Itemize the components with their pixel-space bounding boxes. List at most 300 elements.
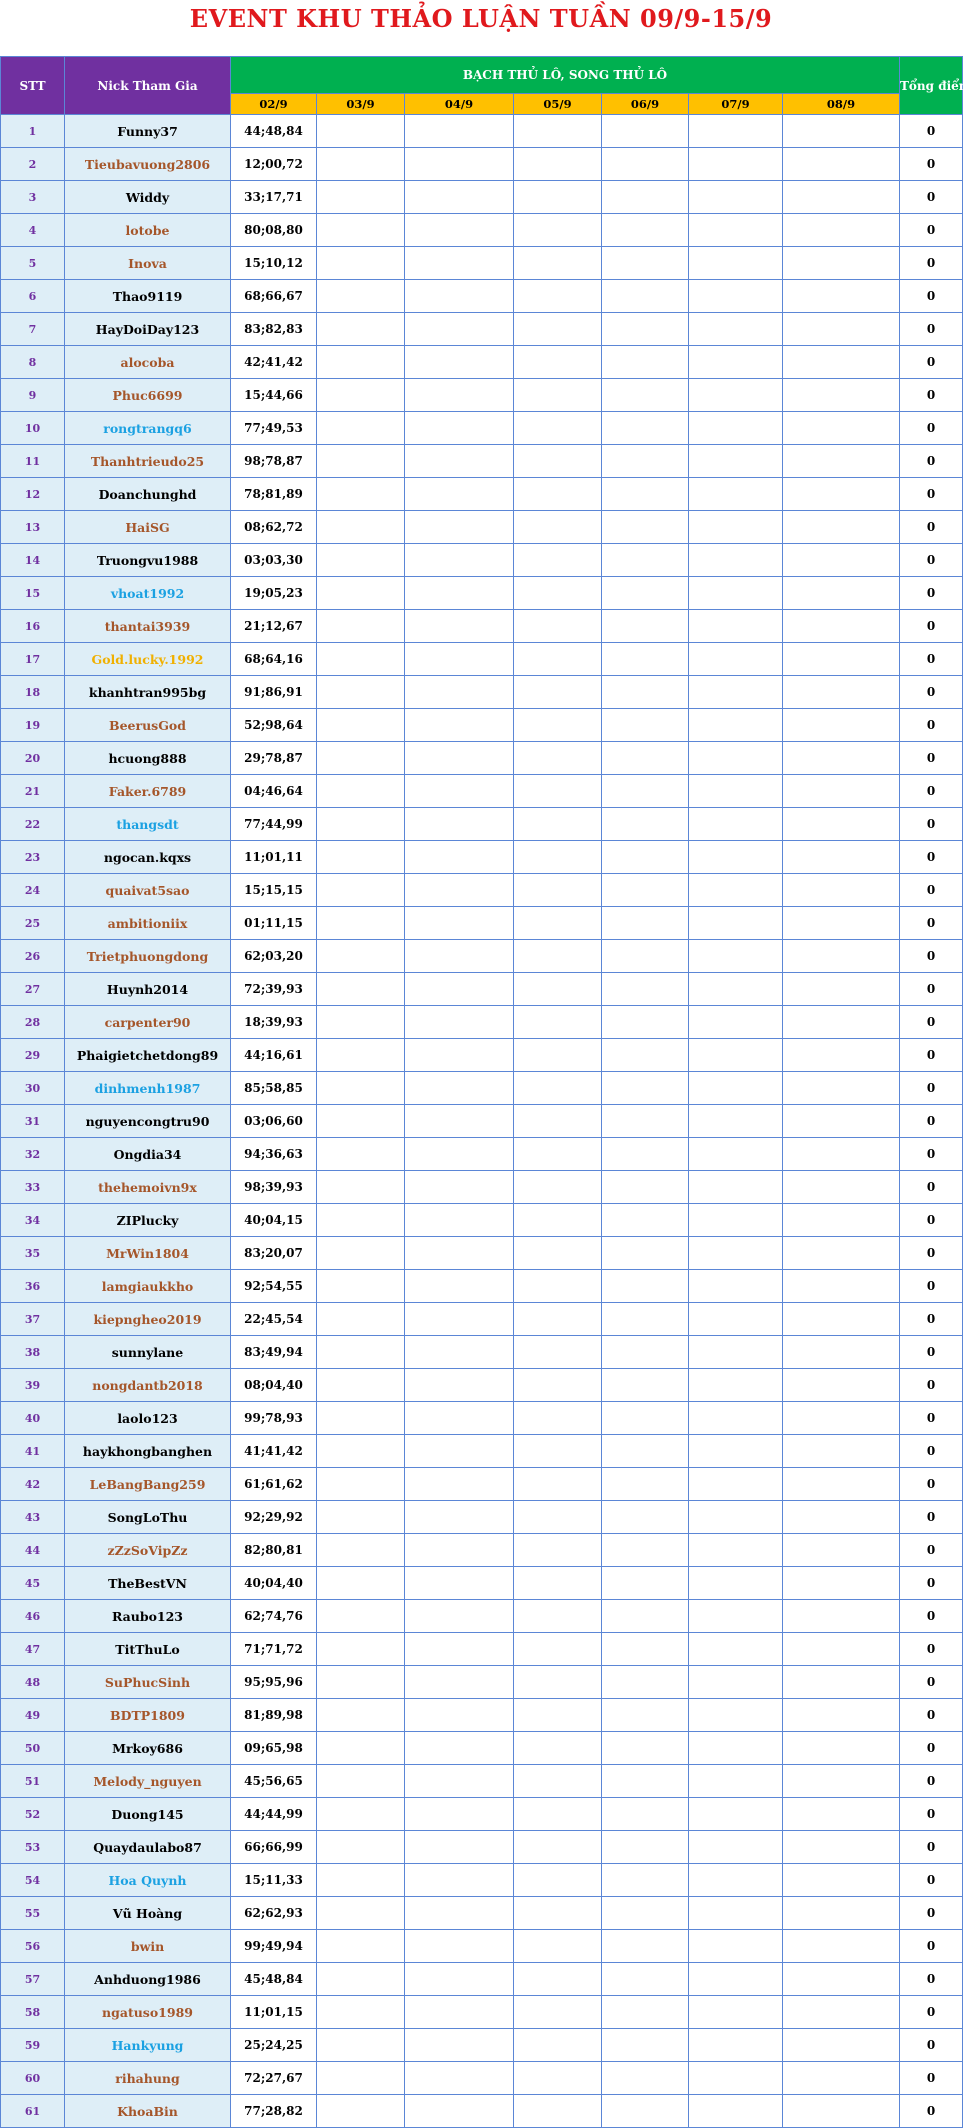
row-empty-cell [783,313,900,346]
row-total: 0 [900,643,963,676]
row-empty-cell [405,1039,514,1072]
row-stt: 8 [1,346,65,379]
row-empty-cell [783,2062,900,2095]
row-empty-cell [602,610,689,643]
table-row [1,181,963,214]
row-empty-cell [317,379,405,412]
row-total: 0 [900,313,963,346]
row-empty-cell [783,1996,900,2029]
row-empty-cell [689,1468,783,1501]
row-nick: bwin [65,1930,231,1963]
row-stt: 23 [1,841,65,874]
row-value: 77;28,82 [231,2095,317,2128]
row-empty-cell [405,973,514,1006]
table-row [1,1237,963,1270]
row-empty-cell [317,346,405,379]
row-value: 11;01,11 [231,841,317,874]
row-empty-cell [514,2095,602,2128]
row-empty-cell [783,1699,900,1732]
row-nick: BDTP1809 [65,1699,231,1732]
row-empty-cell [783,742,900,775]
row-empty-cell [405,1105,514,1138]
row-empty-cell [317,577,405,610]
table-row [1,1963,963,1996]
row-value: 29;78,87 [231,742,317,775]
row-total: 0 [900,1204,963,1237]
row-empty-cell [405,775,514,808]
table-row [1,478,963,511]
row-stt: 11 [1,445,65,478]
row-empty-cell [689,577,783,610]
row-empty-cell [783,1105,900,1138]
row-empty-cell [317,313,405,346]
row-empty-cell [514,709,602,742]
row-total: 0 [900,775,963,808]
row-empty-cell [602,1171,689,1204]
table-row [1,1435,963,1468]
row-empty-cell [689,1864,783,1897]
row-empty-cell [317,709,405,742]
row-empty-cell [602,643,689,676]
row-empty-cell [602,1138,689,1171]
row-value: 44;48,84 [231,115,317,148]
row-total: 0 [900,1864,963,1897]
row-empty-cell [602,1831,689,1864]
row-empty-cell [602,1732,689,1765]
row-empty-cell [689,1567,783,1600]
row-nick: Quaydaulabo87 [65,1831,231,1864]
row-nick: Hankyung [65,2029,231,2062]
row-empty-cell [783,577,900,610]
row-empty-cell [317,1171,405,1204]
row-empty-cell [405,379,514,412]
row-empty-cell [689,643,783,676]
row-nick: haykhongbanghen [65,1435,231,1468]
row-empty-cell [317,1237,405,1270]
row-value: 99;78,93 [231,1402,317,1435]
row-stt: 20 [1,742,65,775]
row-empty-cell [783,346,900,379]
row-empty-cell [514,1699,602,1732]
row-empty-cell [514,1930,602,1963]
row-empty-cell [514,1501,602,1534]
row-empty-cell [317,1039,405,1072]
row-empty-cell [689,511,783,544]
row-empty-cell [602,214,689,247]
row-nick: Duong145 [65,1798,231,1831]
row-value: 19;05,23 [231,577,317,610]
row-nick: SongLoThu [65,1501,231,1534]
row-empty-cell [514,1798,602,1831]
row-empty-cell [514,577,602,610]
row-empty-cell [514,478,602,511]
row-empty-cell [514,2062,602,2095]
row-empty-cell [514,511,602,544]
row-stt: 7 [1,313,65,346]
row-empty-cell [783,1369,900,1402]
row-total: 0 [900,1897,963,1930]
row-nick: vhoat1992 [65,577,231,610]
row-empty-cell [602,1072,689,1105]
row-empty-cell [317,2062,405,2095]
row-empty-cell [602,313,689,346]
table-row [1,412,963,445]
row-value: 83;82,83 [231,313,317,346]
row-empty-cell [317,445,405,478]
row-empty-cell [602,1369,689,1402]
table-row [1,1501,963,1534]
row-empty-cell [783,544,900,577]
row-empty-cell [514,1732,602,1765]
row-empty-cell [783,1798,900,1831]
table-row [1,1831,963,1864]
row-empty-cell [602,1303,689,1336]
row-value: 09;65,98 [231,1732,317,1765]
row-empty-cell [783,2095,900,2128]
row-empty-cell [602,775,689,808]
row-total: 0 [900,742,963,775]
row-empty-cell [405,1435,514,1468]
row-empty-cell [405,1303,514,1336]
row-nick: khanhtran995bg [65,676,231,709]
row-stt: 12 [1,478,65,511]
row-empty-cell [405,1666,514,1699]
row-empty-cell [783,1303,900,1336]
row-empty-cell [514,247,602,280]
table-row [1,1798,963,1831]
row-nick: Hoa Quynh [65,1864,231,1897]
row-empty-cell [405,1237,514,1270]
row-total: 0 [900,907,963,940]
row-empty-cell [602,1963,689,1996]
row-nick: MrWin1804 [65,1237,231,1270]
row-empty-cell [689,412,783,445]
table-row [1,1732,963,1765]
row-empty-cell [405,346,514,379]
row-empty-cell [317,1732,405,1765]
row-empty-cell [514,1468,602,1501]
table-row [1,808,963,841]
row-empty-cell [317,247,405,280]
row-total: 0 [900,1171,963,1204]
row-nick: thangsdt [65,808,231,841]
row-nick: Melody_nguyen [65,1765,231,1798]
row-total: 0 [900,1534,963,1567]
row-empty-cell [602,478,689,511]
row-nick: alocoba [65,346,231,379]
table-row [1,313,963,346]
row-empty-cell [514,1138,602,1171]
row-empty-cell [602,148,689,181]
row-empty-cell [602,1633,689,1666]
row-empty-cell [514,1600,602,1633]
row-total: 0 [900,1831,963,1864]
row-stt: 15 [1,577,65,610]
table-row [1,841,963,874]
row-empty-cell [783,247,900,280]
table-row [1,346,963,379]
row-empty-cell [602,742,689,775]
row-empty-cell [783,907,900,940]
row-nick: BeerusGod [65,709,231,742]
table-row [1,973,963,1006]
row-nick: Phuc6699 [65,379,231,412]
row-empty-cell [317,808,405,841]
row-empty-cell [689,1270,783,1303]
row-total: 0 [900,1600,963,1633]
row-empty-cell [689,1963,783,1996]
row-empty-cell [405,1171,514,1204]
row-value: 44;16,61 [231,1039,317,1072]
row-nick: dinhmenh1987 [65,1072,231,1105]
row-empty-cell [514,280,602,313]
row-total: 0 [900,1963,963,1996]
row-empty-cell [514,973,602,1006]
row-empty-cell [317,1270,405,1303]
header-total: Tổng điểm [900,57,963,115]
row-empty-cell [405,214,514,247]
row-nick: KhoaBin [65,2095,231,2128]
row-empty-cell [602,1006,689,1039]
row-empty-cell [405,1468,514,1501]
row-stt: 58 [1,1996,65,2029]
table-row [1,1369,963,1402]
row-nick: Funny37 [65,115,231,148]
row-empty-cell [783,1732,900,1765]
row-total: 0 [900,610,963,643]
row-nick: TitThuLo [65,1633,231,1666]
row-empty-cell [602,709,689,742]
row-total: 0 [900,115,963,148]
row-nick: Faker.6789 [65,775,231,808]
row-value: 15;44,66 [231,379,317,412]
row-nick: rihahung [65,2062,231,2095]
row-nick: HaiSG [65,511,231,544]
row-empty-cell [514,808,602,841]
table-row [1,2029,963,2062]
row-empty-cell [689,115,783,148]
row-empty-cell [783,1270,900,1303]
row-empty-cell [514,1996,602,2029]
header-stt: STT [1,57,65,115]
row-empty-cell [602,544,689,577]
row-stt: 56 [1,1930,65,1963]
row-stt: 47 [1,1633,65,1666]
row-empty-cell [405,1501,514,1534]
row-empty-cell [405,1831,514,1864]
row-empty-cell [317,676,405,709]
row-empty-cell [602,2029,689,2062]
table-row [1,445,963,478]
table-row [1,1534,963,1567]
row-nick: lotobe [65,214,231,247]
row-empty-cell [689,1897,783,1930]
row-stt: 43 [1,1501,65,1534]
row-empty-cell [689,346,783,379]
row-total: 0 [900,1666,963,1699]
row-empty-cell [317,742,405,775]
row-empty-cell [689,280,783,313]
row-empty-cell [317,1633,405,1666]
row-value: 71;71,72 [231,1633,317,1666]
row-empty-cell [602,1798,689,1831]
row-empty-cell [514,775,602,808]
row-empty-cell [405,940,514,973]
row-empty-cell [783,1039,900,1072]
row-empty-cell [405,1930,514,1963]
table-row [1,1171,963,1204]
row-stt: 55 [1,1897,65,1930]
row-empty-cell [317,1072,405,1105]
row-stt: 1 [1,115,65,148]
row-value: 81;89,98 [231,1699,317,1732]
table-row [1,775,963,808]
row-empty-cell [317,1996,405,2029]
row-value: 08;04,40 [231,1369,317,1402]
row-nick: TheBestVN [65,1567,231,1600]
row-empty-cell [317,1798,405,1831]
row-empty-cell [689,940,783,973]
row-empty-cell [405,1336,514,1369]
row-empty-cell [514,676,602,709]
row-value: 62;62,93 [231,1897,317,1930]
header-group: BẠCH THỦ LÔ, SONG THỦ LÔ [231,57,900,94]
row-empty-cell [783,280,900,313]
row-empty-cell [689,1996,783,2029]
row-empty-cell [689,1534,783,1567]
row-stt: 26 [1,940,65,973]
row-nick: Trietphuongdong [65,940,231,973]
row-empty-cell [514,1633,602,1666]
row-stt: 5 [1,247,65,280]
row-empty-cell [602,379,689,412]
row-empty-cell [783,808,900,841]
row-value: 92;54,55 [231,1270,317,1303]
row-empty-cell [783,1567,900,1600]
row-total: 0 [900,1699,963,1732]
row-empty-cell [317,907,405,940]
row-empty-cell [783,1435,900,1468]
row-stt: 35 [1,1237,65,1270]
row-empty-cell [783,1006,900,1039]
row-total: 0 [900,445,963,478]
row-empty-cell [689,742,783,775]
row-nick: laolo123 [65,1402,231,1435]
row-empty-cell [405,907,514,940]
table-row [1,1138,963,1171]
row-empty-cell [783,709,900,742]
row-nick: sunnylane [65,1336,231,1369]
row-stt: 39 [1,1369,65,1402]
row-empty-cell [783,412,900,445]
row-empty-cell [405,1765,514,1798]
row-stt: 52 [1,1798,65,1831]
row-nick: Thanhtrieudo25 [65,445,231,478]
header-date: 03/9 [317,94,405,115]
row-nick: quaivat5sao [65,874,231,907]
row-empty-cell [602,841,689,874]
row-nick: Doanchunghd [65,478,231,511]
row-empty-cell [514,1963,602,1996]
row-stt: 53 [1,1831,65,1864]
row-empty-cell [317,181,405,214]
row-empty-cell [317,1402,405,1435]
row-empty-cell [317,1699,405,1732]
row-empty-cell [783,511,900,544]
row-empty-cell [317,1930,405,1963]
row-empty-cell [602,1864,689,1897]
row-empty-cell [405,1204,514,1237]
row-stt: 6 [1,280,65,313]
row-empty-cell [405,676,514,709]
row-empty-cell [689,1039,783,1072]
row-total: 0 [900,709,963,742]
row-empty-cell [689,445,783,478]
row-empty-cell [514,412,602,445]
row-stt: 41 [1,1435,65,1468]
row-empty-cell [783,1237,900,1270]
row-empty-cell [783,1930,900,1963]
row-empty-cell [405,742,514,775]
row-empty-cell [602,1600,689,1633]
row-stt: 16 [1,610,65,643]
row-empty-cell [514,907,602,940]
row-value: 03;06,60 [231,1105,317,1138]
row-empty-cell [689,1237,783,1270]
row-stt: 44 [1,1534,65,1567]
table-row [1,874,963,907]
row-nick: zZzSoVipZz [65,1534,231,1567]
row-empty-cell [514,1567,602,1600]
row-empty-cell [602,1270,689,1303]
row-total: 0 [900,181,963,214]
row-stt: 9 [1,379,65,412]
row-empty-cell [514,379,602,412]
row-empty-cell [514,1831,602,1864]
row-stt: 31 [1,1105,65,1138]
row-empty-cell [514,610,602,643]
table-row [1,1270,963,1303]
row-empty-cell [689,247,783,280]
row-nick: thantai3939 [65,610,231,643]
row-total: 0 [900,544,963,577]
row-empty-cell [405,709,514,742]
row-nick: ZIPlucky [65,1204,231,1237]
row-empty-cell [405,280,514,313]
row-stt: 37 [1,1303,65,1336]
row-empty-cell [602,973,689,1006]
row-empty-cell [514,742,602,775]
row-empty-cell [602,907,689,940]
row-empty-cell [689,676,783,709]
row-empty-cell [783,676,900,709]
table-row [1,280,963,313]
table-row [1,379,963,412]
row-stt: 29 [1,1039,65,1072]
row-total: 0 [900,1435,963,1468]
row-empty-cell [783,1501,900,1534]
row-empty-cell [317,643,405,676]
table-body [1,115,963,2128]
row-empty-cell [514,2029,602,2062]
row-total: 0 [900,676,963,709]
row-empty-cell [405,2029,514,2062]
row-total: 0 [900,1567,963,1600]
row-nick: Raubo123 [65,1600,231,1633]
row-empty-cell [405,544,514,577]
row-value: 44;44,99 [231,1798,317,1831]
table-row [1,115,963,148]
